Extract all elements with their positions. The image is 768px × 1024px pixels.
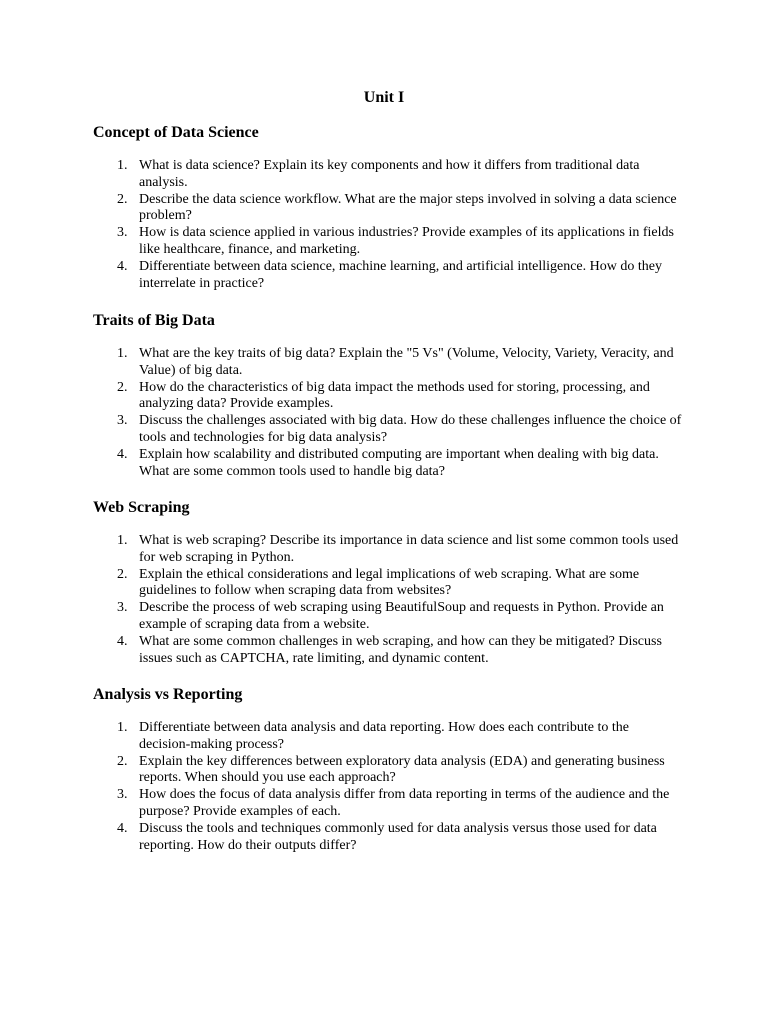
- page-title: Unit I: [363, 89, 405, 106]
- section-concept-of-data-science: [93, 123, 683, 291]
- question-number: 2.: [117, 379, 128, 395]
- question-item: [93, 533, 683, 567]
- question-item: [93, 225, 683, 259]
- section-heading: Analysis vs Reporting: [93, 686, 243, 703]
- section-traits-of-big-data: [93, 311, 683, 479]
- question-item: [93, 158, 683, 192]
- question-item: [93, 787, 683, 821]
- question-item: [93, 413, 683, 447]
- section-heading: Web Scraping: [93, 499, 190, 516]
- question-number: 1.: [117, 720, 128, 735]
- question-number: 2.: [117, 191, 128, 207]
- question-number: 3.: [117, 225, 128, 241]
- question-text: Discuss the tools and techniques commonly used for data analysis versus those used for data reporting. How do their outputs differ?: [139, 820, 657, 853]
- section-analysis-vs-reporting: [93, 685, 683, 853]
- question-list: [93, 720, 683, 854]
- question-number: 4.: [117, 258, 128, 274]
- question-text: Explain how scalability and distributed computing are important when dealing with big data. What are some common tools used to handle big data?: [139, 446, 659, 479]
- question-text: Discuss the challenges associated with big data. How do these challenges influence the choice of tools and technologies for big data analysis?: [139, 413, 682, 445]
- question-text: What are some common challenges in web scraping, and how can they be mitigated? Discuss issues such as CAPTCHA, rate limiting, and dynamic content.: [139, 633, 662, 666]
- question-text: Describe the process of web scraping using BeautifulSoup and requests in Python. Provide an example of scraping data from a website.: [139, 600, 664, 632]
- question-text: Differentiate between data analysis and data reporting. How does each contribute to the decision-making process?: [139, 720, 629, 752]
- question-text: What are the key traits of big data? Explain the "5 Vs" (Volume, Velocity, Variety, Veracity, and Value) of big data.: [139, 346, 674, 378]
- question-list: [93, 533, 683, 667]
- question-list: [93, 346, 683, 480]
- question-item: [93, 600, 683, 634]
- question-item: [93, 192, 683, 226]
- question-text: Differentiate between data science, machine learning, and artificial intelligence. How do they interrelate in practice?: [139, 258, 662, 291]
- question-text: How do the characteristics of big data impact the methods used for storing, processing, and analyzing data? Provide examples.: [139, 379, 650, 412]
- question-item: [93, 259, 683, 293]
- question-item: [93, 380, 683, 414]
- question-text: Explain the key differences between exploratory data analysis (EDA) and generating business reports. When should you use each approach?: [139, 753, 665, 786]
- question-list: [93, 158, 683, 292]
- question-number: 1.: [117, 346, 128, 361]
- question-text: How is data science applied in various industries? Provide examples of its applications in fields like healthcare, finance, and marketing.: [139, 225, 674, 257]
- section-web-scraping: [93, 498, 683, 666]
- question-number: 3.: [117, 413, 128, 429]
- question-number: 2.: [117, 566, 128, 582]
- question-item: [93, 346, 683, 380]
- question-item: [93, 567, 683, 601]
- question-number: 4.: [117, 446, 128, 462]
- question-text: How does the focus of data analysis differ from data reporting in terms of the audience and the purpose? Provide examples of each.: [139, 787, 670, 819]
- section-heading: Traits of Big Data: [93, 312, 215, 329]
- question-number: 1.: [117, 533, 128, 548]
- question-number: 4.: [117, 820, 128, 836]
- question-number: 4.: [117, 633, 128, 649]
- question-number: 1.: [117, 158, 128, 173]
- question-item: [93, 447, 683, 481]
- question-item: [93, 821, 683, 855]
- question-text: What is data science? Explain its key components and how it differs from traditional data analysis.: [139, 158, 640, 190]
- question-number: 3.: [117, 600, 128, 616]
- question-item: [93, 754, 683, 788]
- section-heading: Concept of Data Science: [93, 124, 259, 141]
- question-text: Describe the data science workflow. What are the major steps involved in solving a data science problem?: [139, 191, 677, 224]
- question-item: [93, 634, 683, 668]
- question-text: Explain the ethical considerations and legal implications of web scraping. What are some guidelines to follow when scraping data from websites?: [139, 566, 640, 599]
- question-number: 2.: [117, 753, 128, 769]
- question-number: 3.: [117, 787, 128, 803]
- question-text: What is web scraping? Describe its importance in data science and list some common tools used for web scraping in Python.: [139, 533, 679, 565]
- question-item: [93, 720, 683, 754]
